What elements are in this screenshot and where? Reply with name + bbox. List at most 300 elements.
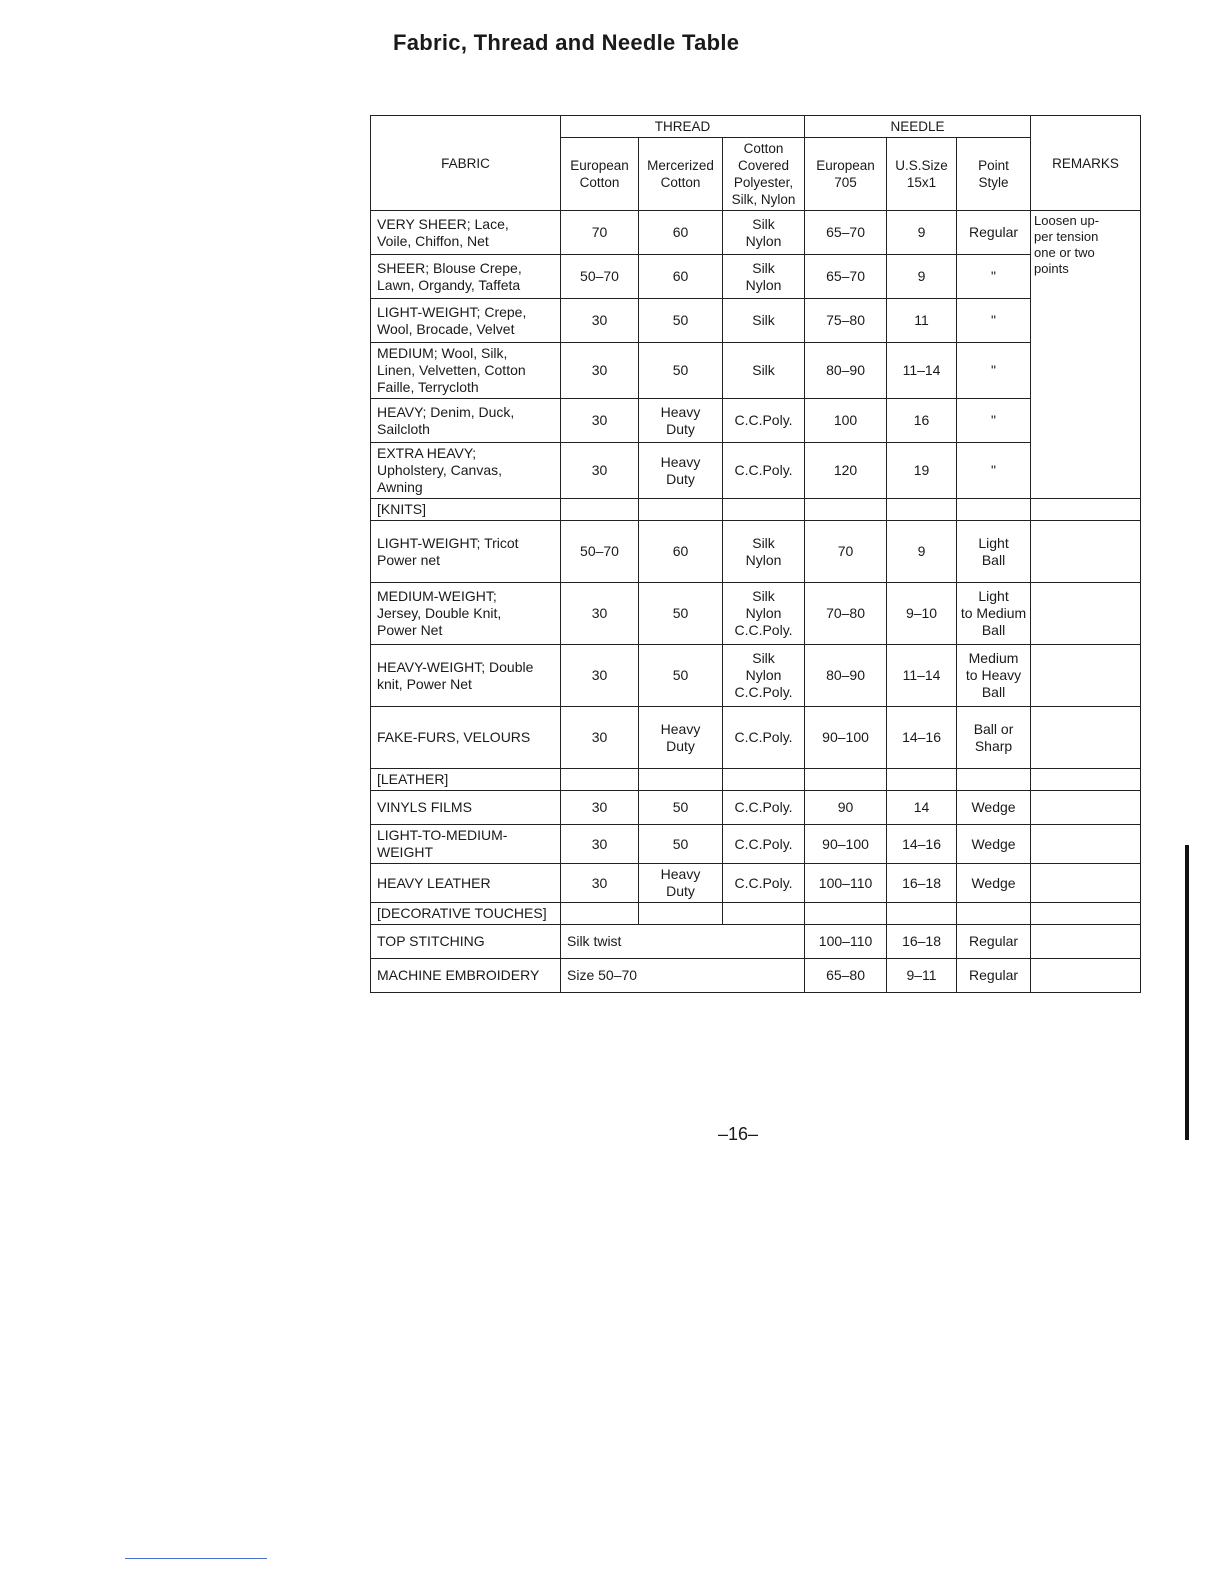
european-needle-cell xyxy=(805,825,887,864)
fabric-cell xyxy=(371,299,561,343)
european-cotton-cell-line: 70 xyxy=(591,224,608,240)
table-body xyxy=(371,116,1141,993)
mercerized-cotton-cell xyxy=(639,864,723,903)
fabric-cell-line: Upholstery, Canvas, xyxy=(377,462,503,478)
covered-polyester-cell-line: Nylon xyxy=(745,605,782,621)
european-cotton-cell-line: 30 xyxy=(591,799,608,815)
needle-col-header-2-line: Point xyxy=(978,158,1009,173)
point-style-cell xyxy=(957,343,1031,399)
mercerized-cotton-cell-line: 50 xyxy=(672,667,689,683)
mercerized-cotton-cell-line: 60 xyxy=(672,224,689,240)
remarks-cell-line: points xyxy=(1034,261,1069,276)
thread-col-header-0-line: European xyxy=(570,158,629,173)
thread-span-cell-line: Silk twist xyxy=(567,933,622,949)
us-size-cell-line: 9 xyxy=(917,268,926,284)
european-needle-cell xyxy=(805,299,887,343)
covered-polyester-cell xyxy=(723,211,805,255)
mercerized-cotton-cell xyxy=(639,399,723,443)
fabric-cell xyxy=(371,521,561,583)
covered-polyester-cell xyxy=(723,864,805,903)
section-label-line: [KNITS] xyxy=(377,501,427,517)
covered-polyester-cell xyxy=(723,583,805,645)
fabric-cell xyxy=(371,255,561,299)
mercerized-cotton-cell-line: Heavy xyxy=(660,453,701,470)
point-style-cell xyxy=(957,521,1031,583)
remarks-cell xyxy=(1031,864,1141,903)
empty-cell xyxy=(639,769,723,791)
empty-cell xyxy=(957,769,1031,791)
us-size-cell-line: 9–11 xyxy=(906,967,937,983)
fabric-cell-line: knit, Power Net xyxy=(377,675,472,692)
needle-col-header-2 xyxy=(957,138,1031,211)
us-size-cell-line: 11 xyxy=(914,312,929,328)
us-size-cell-line: 9–10 xyxy=(905,605,938,621)
table-row xyxy=(371,299,1141,343)
point-style-cell-line: " xyxy=(991,362,997,378)
european-needle-cell xyxy=(805,959,887,993)
us-size-cell-line: 16–18 xyxy=(902,874,941,891)
thread-header: THREAD xyxy=(561,116,805,138)
covered-polyester-cell-line: C.C.Poly. xyxy=(734,729,793,745)
european-needle-cell xyxy=(805,343,887,399)
point-style-cell xyxy=(957,211,1031,255)
table-row xyxy=(371,521,1141,583)
fabric-cell-line: WEIGHT xyxy=(377,844,433,860)
us-size-cell xyxy=(887,343,957,399)
needle-col-header-2-line: Style xyxy=(978,175,1009,190)
fabric-cell-line: HEAVY; Denim, Duck, xyxy=(377,403,515,420)
remarks-header: REMARKS xyxy=(1031,116,1141,211)
point-style-cell-line: Light xyxy=(978,588,1009,604)
empty-cell xyxy=(723,903,805,925)
covered-polyester-cell xyxy=(723,299,805,343)
mercerized-cotton-cell xyxy=(639,825,723,864)
european-needle-cell-line: 80–90 xyxy=(826,667,865,683)
european-needle-cell xyxy=(805,399,887,443)
covered-polyester-cell-line: Silk xyxy=(752,215,775,232)
fabric-header: FABRIC xyxy=(371,116,561,211)
fabric-cell xyxy=(371,925,561,959)
fabric-cell-line: Sailcloth xyxy=(377,420,430,437)
mercerized-cotton-cell-line: Duty xyxy=(666,420,695,437)
european-needle-cell-line: 100 xyxy=(833,412,858,428)
mercerized-cotton-cell xyxy=(639,645,723,707)
us-size-cell-line: 14–16 xyxy=(902,729,941,745)
us-size-cell-line: 19 xyxy=(913,462,930,478)
remarks-cell xyxy=(1031,791,1141,825)
european-cotton-cell xyxy=(561,399,639,443)
remarks-cell xyxy=(1031,707,1141,769)
us-size-cell xyxy=(887,645,957,707)
european-cotton-cell-line: 30 xyxy=(591,729,608,745)
point-style-cell xyxy=(957,583,1031,645)
point-style-cell xyxy=(957,399,1031,443)
table-row xyxy=(371,343,1141,399)
fabric-cell-line: Power net xyxy=(377,551,441,568)
point-style-cell xyxy=(957,255,1031,299)
point-style-cell-line: Ball xyxy=(981,622,1006,638)
fabric-cell-line: Lawn, Organdy, Taffeta xyxy=(377,276,521,293)
table-row xyxy=(371,925,1141,959)
european-needle-cell-line: 70 xyxy=(837,543,854,559)
european-cotton-cell-line: 30 xyxy=(591,412,608,428)
european-needle-cell-line: 65–70 xyxy=(826,268,865,284)
section-label xyxy=(371,499,561,521)
fabric-cell xyxy=(371,707,561,769)
covered-polyester-cell xyxy=(723,645,805,707)
fabric-cell-line: Voile, Chiffon, Net xyxy=(377,232,489,249)
european-needle-cell xyxy=(805,521,887,583)
header-row-top xyxy=(371,116,1141,138)
european-needle-cell-line: 65–70 xyxy=(826,224,865,240)
fabric-cell-line: Linen, Velvetten, Cotton xyxy=(377,362,526,378)
section-label xyxy=(371,903,561,925)
thread-col-header-0-line: Cotton xyxy=(579,175,620,190)
remarks-cell-line: one or two xyxy=(1034,245,1095,260)
covered-polyester-cell-line: Silk xyxy=(752,312,775,328)
fabric-cell-line: VERY SHEER; Lace, xyxy=(377,215,509,232)
point-style-cell xyxy=(957,825,1031,864)
thread-col-header-1-line: Cotton xyxy=(660,175,701,190)
fabric-cell-line: Wool, Brocade, Velvet xyxy=(377,320,515,337)
fabric-cell xyxy=(371,825,561,864)
fabric-cell-line: TOP STITCHING xyxy=(377,933,485,949)
thread-col-header-0 xyxy=(561,138,639,211)
empty-cell xyxy=(1031,903,1141,925)
point-style-cell xyxy=(957,791,1031,825)
fabric-cell-line: HEAVY LEATHER xyxy=(377,874,491,891)
european-needle-cell-line: 120 xyxy=(833,462,858,478)
european-cotton-cell xyxy=(561,864,639,903)
mercerized-cotton-cell-line: 60 xyxy=(672,543,689,559)
thread-span-cell xyxy=(561,959,805,993)
european-cotton-cell xyxy=(561,299,639,343)
european-cotton-cell-line: 50–70 xyxy=(580,268,619,284)
needle-col-header-0 xyxy=(805,138,887,211)
point-style-cell-line: Ball or xyxy=(973,720,1014,737)
mercerized-cotton-cell-line: 50 xyxy=(672,835,689,852)
thread-span-cell xyxy=(561,925,805,959)
point-style-cell-line: " xyxy=(991,268,997,284)
remarks-cell xyxy=(1031,521,1141,583)
point-style-cell-line: Wedge xyxy=(971,835,1016,852)
empty-cell xyxy=(887,499,957,521)
covered-polyester-cell-line: Nylon xyxy=(745,276,782,293)
european-cotton-cell xyxy=(561,343,639,399)
section-label-line: [LEATHER] xyxy=(377,771,449,787)
empty-cell xyxy=(805,903,887,925)
european-cotton-cell-line: 30 xyxy=(591,667,608,683)
fabric-cell xyxy=(371,959,561,993)
european-needle-cell xyxy=(805,255,887,299)
european-cotton-cell xyxy=(561,211,639,255)
mercerized-cotton-cell xyxy=(639,583,723,645)
european-needle-cell-line: 90–100 xyxy=(822,729,869,745)
point-style-cell-line: to Heavy xyxy=(965,667,1022,683)
covered-polyester-cell xyxy=(723,521,805,583)
mercerized-cotton-cell-line: Heavy xyxy=(660,866,701,882)
needle-col-header-1-line: U.S.Size xyxy=(895,158,948,173)
table-row xyxy=(371,825,1141,864)
european-cotton-cell xyxy=(561,583,639,645)
mercerized-cotton-cell-line: Duty xyxy=(666,470,695,487)
table-row xyxy=(371,211,1141,255)
fabric-cell-line: HEAVY-WEIGHT; Double xyxy=(377,658,534,675)
european-needle-cell xyxy=(805,925,887,959)
empty-cell xyxy=(887,903,957,925)
us-size-cell xyxy=(887,707,957,769)
fabric-cell-line: MACHINE EMBROIDERY xyxy=(377,967,540,983)
covered-polyester-cell-line: Silk xyxy=(752,650,775,666)
point-style-cell-line: Ball xyxy=(981,551,1006,568)
european-needle-cell-line: 100–110 xyxy=(818,874,873,891)
empty-cell xyxy=(957,903,1031,925)
mercerized-cotton-cell-line: 60 xyxy=(672,268,689,284)
european-needle-cell-line: 70–80 xyxy=(826,605,865,621)
mercerized-cotton-cell-line: 50 xyxy=(672,312,689,328)
point-style-cell xyxy=(957,645,1031,707)
covered-polyester-cell xyxy=(723,343,805,399)
european-cotton-cell xyxy=(561,791,639,825)
us-size-cell-line: 11–14 xyxy=(902,362,941,378)
covered-polyester-cell xyxy=(723,825,805,864)
fabric-cell-line: Faille, Terrycloth xyxy=(377,379,479,395)
european-cotton-cell-line: 50–70 xyxy=(580,543,619,559)
covered-polyester-cell xyxy=(723,399,805,443)
covered-polyester-cell-line: C.C.Poly. xyxy=(734,462,793,478)
remarks-cell xyxy=(1031,825,1141,864)
needle-col-header-0-line: 705 xyxy=(834,175,857,190)
point-style-cell-line: Regular xyxy=(969,933,1019,949)
margin-scan-bar xyxy=(1185,845,1189,1140)
point-style-cell xyxy=(957,925,1031,959)
european-needle-cell xyxy=(805,645,887,707)
european-needle-cell-line: 80–90 xyxy=(826,362,865,378)
thread-col-header-2 xyxy=(723,138,805,211)
fabric-cell-line: LIGHT-WEIGHT; Crepe, xyxy=(377,303,527,320)
us-size-cell xyxy=(887,825,957,864)
fabric-cell xyxy=(371,583,561,645)
mercerized-cotton-cell-line: 50 xyxy=(672,799,689,815)
section-label-line: [DECORATIVE TOUCHES] xyxy=(377,905,547,921)
section-row xyxy=(371,499,1141,521)
mercerized-cotton-cell xyxy=(639,791,723,825)
needle-col-header-1-line: 15x1 xyxy=(906,175,937,190)
fabric-cell xyxy=(371,645,561,707)
us-size-cell xyxy=(887,583,957,645)
european-cotton-cell-line: 30 xyxy=(591,835,608,852)
point-style-cell xyxy=(957,299,1031,343)
us-size-cell-line: 11–14 xyxy=(902,667,941,683)
empty-cell xyxy=(887,769,957,791)
fabric-cell xyxy=(371,399,561,443)
point-style-cell xyxy=(957,707,1031,769)
us-size-cell-line: 9 xyxy=(917,543,926,559)
us-size-cell-line: 16–18 xyxy=(902,933,941,949)
us-size-cell-line: 14–16 xyxy=(902,835,941,852)
european-needle-cell-line: 100–110 xyxy=(818,933,873,949)
fabric-cell xyxy=(371,864,561,903)
fabric-cell-line: VINYLS FILMS xyxy=(377,799,472,815)
fabric-cell-line: EXTRA HEAVY; xyxy=(377,445,477,461)
fabric-cell xyxy=(371,791,561,825)
european-cotton-cell-line: 30 xyxy=(591,462,608,478)
thread-col-header-1-line: Mercerized xyxy=(647,158,714,173)
table-row xyxy=(371,707,1141,769)
european-needle-cell xyxy=(805,864,887,903)
european-needle-cell-line: 90–100 xyxy=(822,835,869,852)
empty-cell xyxy=(723,499,805,521)
mercerized-cotton-cell-line: 50 xyxy=(672,362,689,378)
european-needle-cell xyxy=(805,707,887,769)
european-cotton-cell xyxy=(561,255,639,299)
european-cotton-cell xyxy=(561,443,639,499)
point-style-cell-line: " xyxy=(991,312,997,328)
fabric-cell-line: FAKE-FURS, VELOURS xyxy=(377,729,531,745)
mercerized-cotton-cell xyxy=(639,343,723,399)
mercerized-cotton-cell-line: Heavy xyxy=(660,720,701,737)
fabric-cell-line: LIGHT-WEIGHT; Tricot xyxy=(377,534,519,551)
european-cotton-cell xyxy=(561,825,639,864)
page-title: Fabric, Thread and Needle Table xyxy=(393,30,740,55)
us-size-cell xyxy=(887,791,957,825)
us-size-cell xyxy=(887,299,957,343)
covered-polyester-cell xyxy=(723,791,805,825)
covered-polyester-cell-line: C.C.Poly. xyxy=(734,684,793,700)
covered-polyester-cell-line: C.C.Poly. xyxy=(734,835,793,852)
european-cotton-cell-line: 30 xyxy=(591,874,608,891)
covered-polyester-cell-line: Silk xyxy=(752,534,775,551)
table-row xyxy=(371,255,1141,299)
needle-col-header-0-line: European xyxy=(816,158,875,173)
footer-rule xyxy=(125,1558,267,1559)
us-size-cell-line: 16 xyxy=(913,412,930,428)
table-row xyxy=(371,399,1141,443)
european-needle-cell xyxy=(805,583,887,645)
remarks-cell-line: per tension xyxy=(1034,229,1099,244)
point-style-cell-line: to Medium xyxy=(960,605,1027,621)
covered-polyester-cell-line: Silk xyxy=(752,362,775,378)
table-row xyxy=(371,583,1141,645)
us-size-cell xyxy=(887,399,957,443)
needle-col-header-1 xyxy=(887,138,957,211)
point-style-cell-line: Regular xyxy=(969,224,1019,240)
remarks-cell xyxy=(1031,959,1141,993)
point-style-cell-line: Medium xyxy=(968,650,1019,666)
point-style-cell-line: Wedge xyxy=(971,874,1016,891)
covered-polyester-cell-line: Nylon xyxy=(745,232,782,249)
empty-cell xyxy=(561,903,639,925)
european-needle-cell-line: 65–80 xyxy=(826,967,865,983)
remarks-cell-line: Loosen up- xyxy=(1034,213,1100,228)
us-size-cell xyxy=(887,443,957,499)
empty-cell xyxy=(561,499,639,521)
us-size-cell xyxy=(887,925,957,959)
empty-cell xyxy=(1031,499,1141,521)
remarks-cell xyxy=(1031,583,1141,645)
empty-cell xyxy=(639,903,723,925)
table-row xyxy=(371,645,1141,707)
point-style-cell-line: Wedge xyxy=(971,799,1016,815)
mercerized-cotton-cell xyxy=(639,299,723,343)
us-size-cell xyxy=(887,959,957,993)
thread-col-header-1 xyxy=(639,138,723,211)
thread-col-header-2-line: Silk, Nylon xyxy=(731,192,796,207)
european-cotton-cell-line: 30 xyxy=(591,362,608,378)
empty-cell xyxy=(805,769,887,791)
table-row xyxy=(371,864,1141,903)
european-cotton-cell xyxy=(561,707,639,769)
point-style-cell xyxy=(957,864,1031,903)
fabric-cell-line: MEDIUM-WEIGHT; xyxy=(377,588,497,604)
table-row xyxy=(371,959,1141,993)
point-style-cell-line: Regular xyxy=(969,967,1019,983)
mercerized-cotton-cell-line: 50 xyxy=(672,605,689,621)
us-size-cell xyxy=(887,211,957,255)
european-cotton-cell xyxy=(561,645,639,707)
european-needle-cell xyxy=(805,791,887,825)
section-row xyxy=(371,903,1141,925)
us-size-cell xyxy=(887,521,957,583)
fabric-cell-line: LIGHT-TO-MEDIUM- xyxy=(377,827,508,843)
mercerized-cotton-cell-line: Heavy xyxy=(660,403,701,420)
european-needle-cell xyxy=(805,211,887,255)
empty-cell xyxy=(723,769,805,791)
european-cotton-cell-line: 30 xyxy=(591,605,608,621)
covered-polyester-cell-line: Nylon xyxy=(745,667,782,683)
table-row xyxy=(371,791,1141,825)
page-number: –16– xyxy=(718,1124,759,1144)
empty-cell xyxy=(1031,769,1141,791)
point-style-cell xyxy=(957,443,1031,499)
point-style-cell-line: Light xyxy=(978,534,1009,551)
mercerized-cotton-cell xyxy=(639,521,723,583)
point-style-cell xyxy=(957,959,1031,993)
thread-col-header-2-line: Covered xyxy=(738,158,790,173)
covered-polyester-cell xyxy=(723,443,805,499)
fabric-thread-needle-table xyxy=(370,115,1141,993)
us-size-cell-line: 14 xyxy=(913,799,930,815)
fabric-cell-line: SHEER; Blouse Crepe, xyxy=(377,259,522,276)
us-size-cell xyxy=(887,864,957,903)
needle-header: NEEDLE xyxy=(805,116,1031,138)
covered-polyester-cell xyxy=(723,255,805,299)
fabric-cell-line: Awning xyxy=(377,479,423,495)
remarks-cell xyxy=(1031,645,1141,707)
european-needle-cell-line: 90 xyxy=(837,799,854,815)
fabric-cell-line: Power Net xyxy=(377,622,443,638)
mercerized-cotton-cell xyxy=(639,443,723,499)
section-row xyxy=(371,769,1141,791)
mercerized-cotton-cell-line: Duty xyxy=(666,737,695,754)
covered-polyester-cell-line: Silk xyxy=(752,259,775,276)
covered-polyester-cell-line: C.C.Poly. xyxy=(734,412,793,428)
point-style-cell-line: Sharp xyxy=(974,737,1013,754)
section-label xyxy=(371,769,561,791)
fabric-cell-line: Jersey, Double Knit, xyxy=(377,605,502,621)
mercerized-cotton-cell xyxy=(639,707,723,769)
european-cotton-cell-line: 30 xyxy=(591,312,608,328)
empty-cell xyxy=(805,499,887,521)
us-size-cell-line: 9 xyxy=(917,224,926,240)
mercerized-cotton-cell-line: Duty xyxy=(666,883,695,899)
european-needle-cell xyxy=(805,443,887,499)
european-cotton-cell xyxy=(561,521,639,583)
empty-cell xyxy=(561,769,639,791)
point-style-cell-line: " xyxy=(991,462,997,478)
remarks-cell xyxy=(1031,211,1141,499)
table-row xyxy=(371,443,1141,499)
